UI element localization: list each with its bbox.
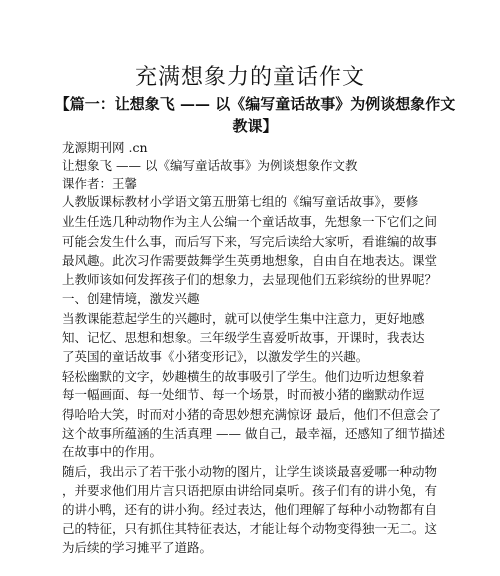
section-heading: 一、创建情境，激发兴趣 — [62, 291, 200, 306]
text-line: 让想象飞 —— 以《编写童话故事》为例谈想象作文教 — [62, 158, 358, 173]
text-line: 己的特征，只有抓住其特征表达，才能让每个动物变得独一无二。这 — [62, 521, 438, 536]
text-line: 业生任选几种动物作为主人公编一个童话故事，先想象一下它们之间 — [62, 214, 438, 229]
text-line: 每一幅画面、每一处细节、每一个场景，时而被小猪的幽默动作逗 — [62, 387, 425, 402]
text-line: 在故事中的作用。 — [62, 444, 163, 459]
text-line: 课作者：王馨 — [62, 176, 138, 191]
text-line: 上教师该如何发挥孩子们的想象力，去显现他们五彩缤纷的世界呢？ — [62, 272, 438, 287]
text-line: 为后续的学习摊平了道路。 — [62, 540, 213, 555]
text-line: 可能会发生什么事，而后写下来，写完后读给大家听，看谁编的故事 — [62, 234, 438, 249]
text-line: ，并要求他们用片言只语把原由讲给同桌听。孩子们有的讲小兔，有 — [62, 483, 438, 498]
page-title: 充满想象力的童话作文 — [134, 65, 365, 90]
section-subtitle: 【篇一：让想象飞 —— 以《编写童话故事》为例谈想象作文教课】 — [54, 95, 456, 135]
text-line: 了英国的童话故事《小猪变形记》，以激发学生的兴趣。 — [62, 349, 369, 364]
text-line: 人教版课标教材小学语文第五册第七组的《编写童话故事》，要修 — [62, 194, 419, 209]
text-line: 当教课能惹起学生的兴趣时，就可以使学生集中注意力，更好地感 — [62, 311, 425, 326]
source-line: 龙源期刊网 .cn — [62, 140, 148, 155]
text-line: 随后，我出示了若干张小动物的图片，让学生谈谈最喜爱哪一种动物 — [62, 464, 438, 479]
text-line: 这个故事所蕴涵的生活真理 —— 做自己，最幸福，还感知了细节描述 — [62, 426, 445, 441]
text-line: 轻松幽默的文字，妙趣横生的故事吸引了学生。他们边听边想象着 — [62, 369, 425, 384]
text-line: 得哈哈大笑，时而对小猪的奇思妙想充满惊讶 最后，他们不但意会了 — [62, 407, 441, 422]
text-line: 的讲小鸭，还有的讲小狗。经过表达，他们理解了每种小动物都有自 — [62, 502, 438, 517]
text-line: 最风趣。此次习作需要鼓舞学生英勇地想象，自由自在地表达。课堂 — [62, 253, 438, 268]
text-line: 知、记忆、思想和想象。三年级学生喜爱听故事，开课时，我表达 — [62, 330, 425, 345]
